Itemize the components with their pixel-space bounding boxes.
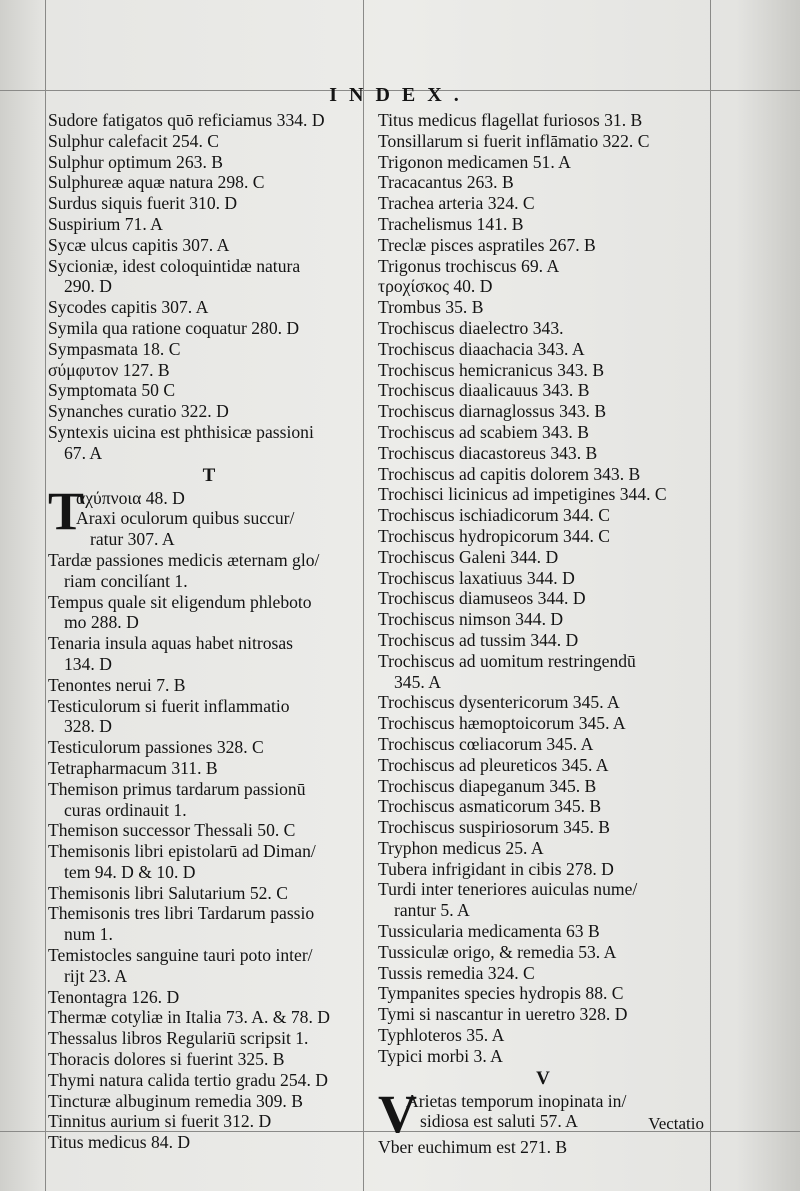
index-entry: [378, 1137, 708, 1158]
index-entry: [378, 838, 708, 859]
index-entry: [378, 1025, 708, 1046]
index-entry: [48, 1132, 370, 1153]
index-entry: [378, 588, 708, 609]
entry-text: Trochiscus diaalicauus 343. B: [378, 380, 590, 401]
entry-continuation: rijt 23. A: [64, 965, 128, 986]
index-entry: [378, 568, 708, 589]
entry-text: Titus medicus flagellat furiosos 31. B: [378, 110, 643, 130]
drop-capital: V: [378, 1090, 417, 1137]
entry-text: Trochiscus ad capitis dolorem 343. B: [378, 463, 641, 484]
index-entry: [378, 1004, 708, 1025]
entry-text: Tubera infrigidant in cibis 278. D: [378, 858, 614, 879]
index-entry: [48, 152, 370, 173]
entry-text: Sycodes capitis 307. A: [48, 297, 209, 318]
index-entry: [378, 172, 708, 193]
catchword: Vectatio: [648, 1114, 704, 1133]
index-entry: [378, 942, 708, 963]
index-entry: [48, 903, 370, 945]
entry-text: Trochiscus diaachacia 343. A: [378, 338, 585, 359]
entry-text: Trochiscus laxatiuus 344. D: [378, 567, 575, 588]
entry-text: Trochiscus ad uomitum restringendū: [378, 650, 636, 671]
entry-text: Trochiscus diacastoreus 343. B: [378, 442, 598, 463]
index-entry: [48, 193, 370, 214]
index-entry: [378, 256, 708, 277]
entry-line: sidiosa est saluti 57. A: [420, 1111, 578, 1132]
entry-text: Trochiscus diamuseos 344. D: [378, 588, 586, 609]
index-entry: [378, 422, 708, 443]
entry-text: Themison primus tardarum passionū: [48, 778, 306, 799]
entry-text: Trochiscus ad tussim 344. D: [378, 629, 579, 650]
entry-text: Trochiscus hemicranicus 343. B: [378, 359, 605, 380]
index-entry: [378, 131, 708, 152]
entry-text: Themisonis libri Salutarium 52. C: [48, 882, 288, 903]
entry-text: Thoracis dolores si fuerint 325. B: [48, 1049, 285, 1070]
entry-text: Suspirium 71. A: [48, 213, 163, 234]
entry-line: Araxi oculorum quibus succur/: [76, 508, 295, 529]
entry-text: Trombus 35. B: [378, 297, 484, 318]
index-entry: [378, 796, 708, 817]
entry-text: Trochiscus diapeganum 345. B: [378, 775, 597, 796]
index-entry: [378, 464, 708, 485]
index-entry: [378, 755, 708, 776]
index-entry: [48, 779, 370, 821]
entry-text: Trochiscus hydropicorum 344. C: [378, 525, 610, 546]
entry-text: Symila qua ratione coquatur 280. D: [48, 317, 300, 338]
entry-text: Vber euchimum est 271. B: [378, 1136, 568, 1157]
index-entry: [378, 963, 708, 984]
index-entry: [48, 550, 370, 592]
entry-continuation: curas ordinauit 1.: [64, 799, 187, 820]
index-entry: [378, 630, 708, 651]
entry-text: Trachelismus 141. B: [378, 213, 524, 234]
entry-text: Thymi natura calida tertio gradu 254. D: [48, 1069, 328, 1090]
entry-text: Trochiscus ad scabiem 343. B: [378, 421, 589, 442]
index-entry: [48, 110, 370, 131]
entry-text: Sycioniæ, idest coloquintidæ natura: [48, 255, 301, 276]
entry-text: Trochiscus diaelectro 343.: [378, 317, 564, 338]
entry-text: Tenaria insula aquas habet nitrosas: [48, 633, 293, 654]
index-entry: [48, 1049, 370, 1070]
column-rule-left: [45, 0, 46, 1191]
entry-text: Trochiscus cœliacorum 345. A: [378, 733, 594, 754]
index-entry: [48, 318, 370, 339]
section-letter: T: [202, 464, 216, 486]
entry-text: Sycæ ulcus capitis 307. A: [48, 234, 230, 255]
entry-text: Tymi si nascantur in ueretro 328. D: [378, 1004, 628, 1025]
entry-text: Trochiscus hæmoptoicorum 345. A: [378, 713, 626, 734]
index-entry: [378, 1046, 708, 1067]
entry-text: τροχίσκος 40. D: [378, 276, 493, 297]
index-entry: [378, 713, 708, 734]
index-entry: [378, 152, 708, 173]
entry-text: Trochiscus diarnaglossus 343. B: [378, 401, 607, 422]
index-entry: [378, 380, 708, 401]
entry-text: Sulphureæ aquæ natura 298. C: [48, 172, 265, 193]
entry-continuation: 67. A: [64, 442, 103, 463]
index-entry: [48, 297, 370, 318]
entry-text: Synanches curatio 322. D: [48, 401, 229, 422]
entry-continuation: riam concilíant 1.: [64, 570, 188, 591]
index-entry: [378, 692, 708, 713]
entry-text: Titus medicus 84. D: [48, 1132, 191, 1153]
index-entry: [378, 817, 708, 838]
entry-text: Testiculorum passiones 328. C: [48, 737, 264, 758]
index-entry: [378, 609, 708, 630]
index-entry: [378, 276, 708, 297]
entry-text: Trigonus trochiscus 69. A: [378, 255, 560, 276]
entry-text: Trigonon medicamen 51. A: [378, 151, 571, 172]
index-entry: [378, 651, 708, 693]
index-entry: [48, 131, 370, 152]
entry-text: Tympanites species hydropis 88. C: [378, 983, 624, 1004]
index-entry: [378, 193, 708, 214]
entry-text: Tenontagra 126. D: [48, 986, 180, 1007]
index-entry: [48, 360, 370, 381]
entry-continuation: 328. D: [64, 716, 112, 737]
index-entry: [378, 401, 708, 422]
index-entry: [48, 256, 370, 298]
index-column-left: [48, 110, 370, 1153]
index-entry: [48, 696, 370, 738]
entry-text: Thessalus libros Regulariū scripsit 1.: [48, 1028, 309, 1049]
index-entry: [378, 505, 708, 526]
index-entry: [48, 380, 370, 401]
entry-text: Surdus siquis fuerit 310. D: [48, 193, 238, 214]
entry-line: ratur 307. A: [90, 529, 175, 550]
entry-text: Trochiscus Galeni 344. D: [378, 546, 559, 567]
entry-continuation: num 1.: [64, 924, 113, 945]
index-entry: [48, 1111, 370, 1132]
entry-text: Trochisci licinicus ad impetigines 344. C: [378, 484, 667, 505]
entry-text: Themisonis tres libri Tardarum passio: [48, 903, 315, 924]
index-entry: [48, 1007, 370, 1028]
page-header: INDEX.: [329, 84, 471, 106]
index-entry: [378, 297, 708, 318]
index-entry: [378, 547, 708, 568]
entry-text: Tincturæ albuginum remedia 309. B: [48, 1090, 303, 1111]
index-entry: [48, 422, 370, 464]
entry-text: σύμφυτον 127. B: [48, 359, 170, 380]
entry-text: Tardæ passiones medicis æternam glo/: [48, 549, 320, 570]
column-rule-right: [710, 0, 711, 1191]
entry-text: Testiculorum si fuerit inflammatio: [48, 695, 290, 716]
entry-text: Trochiscus dysentericorum 345. A: [378, 692, 620, 713]
entry-text: Themisonis libri epistolarū ad Diman/: [48, 841, 316, 862]
entry-text: Tryphon medicus 25. A: [378, 837, 544, 858]
index-entry: [378, 526, 708, 547]
entry-continuation: mo 288. D: [64, 612, 139, 633]
entry-text: Trachea arteria 324. C: [378, 193, 535, 214]
entry-text: Tracacantus 263. B: [378, 172, 514, 193]
entry-text: Sulphur optimum 263. B: [48, 151, 223, 172]
index-entry: [48, 214, 370, 235]
entry-continuation: 134. D: [64, 653, 112, 674]
index-entry: [378, 879, 708, 921]
index-entry: [48, 820, 370, 841]
index-entry: [48, 675, 370, 696]
drop-capital: T: [48, 487, 85, 541]
entry-text: Tenontes nerui 7. B: [48, 674, 186, 695]
entry-text: Trochiscus ad pleureticos 345. A: [378, 754, 609, 775]
index-entry: [48, 883, 370, 904]
index-entry: [48, 401, 370, 422]
index-entry: [378, 443, 708, 464]
index-entry: [48, 945, 370, 987]
index-entry: [378, 110, 708, 131]
index-entry: [378, 360, 708, 381]
entry-continuation: 345. A: [394, 671, 441, 692]
entry-text: Temistocles sanguine tauri poto inter/: [48, 945, 313, 966]
entry-text: Thermæ cotyliæ in Italia 73. A. & 78. D: [48, 1007, 330, 1028]
index-entry: [48, 633, 370, 675]
entry-text: Tussiculæ origo, & remedia 53. A: [378, 941, 617, 962]
entry-continuation: 290. D: [64, 276, 112, 297]
index-entry: [378, 484, 708, 505]
entry-text: Tussis remedia 324. C: [378, 962, 535, 983]
index-entry: [48, 172, 370, 193]
index-entry: [48, 235, 370, 256]
index-entry: [378, 776, 708, 797]
section-letter: V: [536, 1067, 550, 1089]
index-entry: [48, 339, 370, 360]
entry-text: Tonsillarum si fuerit inflāmatio 322. C: [378, 130, 650, 151]
index-entry: [378, 235, 708, 256]
entry-text: Treclæ pisces aspratiles 267. B: [378, 234, 596, 255]
entry-continuation: rantur 5. A: [394, 900, 470, 921]
entry-text: Tetrapharmacum 311. B: [48, 757, 218, 778]
index-entry: [378, 339, 708, 360]
entry-text: Trochiscus asmaticorum 345. B: [378, 796, 602, 817]
index-entry: [48, 841, 370, 883]
entry-text: Symptomata 50 C: [48, 380, 176, 401]
index-entry-with-initial: [48, 488, 370, 550]
index-entry: [48, 758, 370, 779]
index-entry: [378, 214, 708, 235]
entry-text: Tempus quale sit eligendum phleboto: [48, 591, 312, 612]
index-entry: [48, 1091, 370, 1112]
entry-continuation: tem 94. D & 10. D: [64, 861, 196, 882]
entry-text: Typhloteros 35. A: [378, 1025, 505, 1046]
entry-text: Tinnitus aurium si fuerit 312. D: [48, 1111, 272, 1132]
entry-text: Syntexis uicina est phthisicæ passioni: [48, 421, 314, 442]
index-entry: [48, 737, 370, 758]
entry-text: Tussicularia medicamenta 63 B: [378, 921, 600, 942]
entry-text: Trochiscus suspiriosorum 345. B: [378, 817, 611, 838]
entry-text: Trochiscus nimson 344. D: [378, 609, 564, 630]
entry-line: Arietas temporum inopinata in/: [406, 1090, 627, 1111]
entry-text: Typici morbi 3. A: [378, 1045, 503, 1066]
index-entry: [48, 1070, 370, 1091]
index-entry: [378, 318, 708, 339]
entry-text: Sudore fatigatos quō reficiamus 334. D: [48, 110, 325, 130]
index-entry: [378, 859, 708, 880]
entry-text: Themison successor Thessali 50. C: [48, 820, 296, 841]
index-entry: [378, 734, 708, 755]
entry-text: Sulphur calefacit 254. C: [48, 130, 220, 151]
entry-text: Trochiscus ischiadicorum 344. C: [378, 505, 610, 526]
index-entry: [48, 987, 370, 1008]
index-entry: [48, 592, 370, 634]
entry-text: Sympasmata 18. C: [48, 338, 181, 359]
entry-line: αχύπνοια 48. D: [76, 487, 185, 508]
entry-text: Turdi inter teneriores auiculas nume/: [378, 879, 638, 900]
index-entry: [378, 921, 708, 942]
index-entry: [378, 983, 708, 1004]
index-column-right: [378, 110, 708, 1157]
index-entry: [48, 1028, 370, 1049]
